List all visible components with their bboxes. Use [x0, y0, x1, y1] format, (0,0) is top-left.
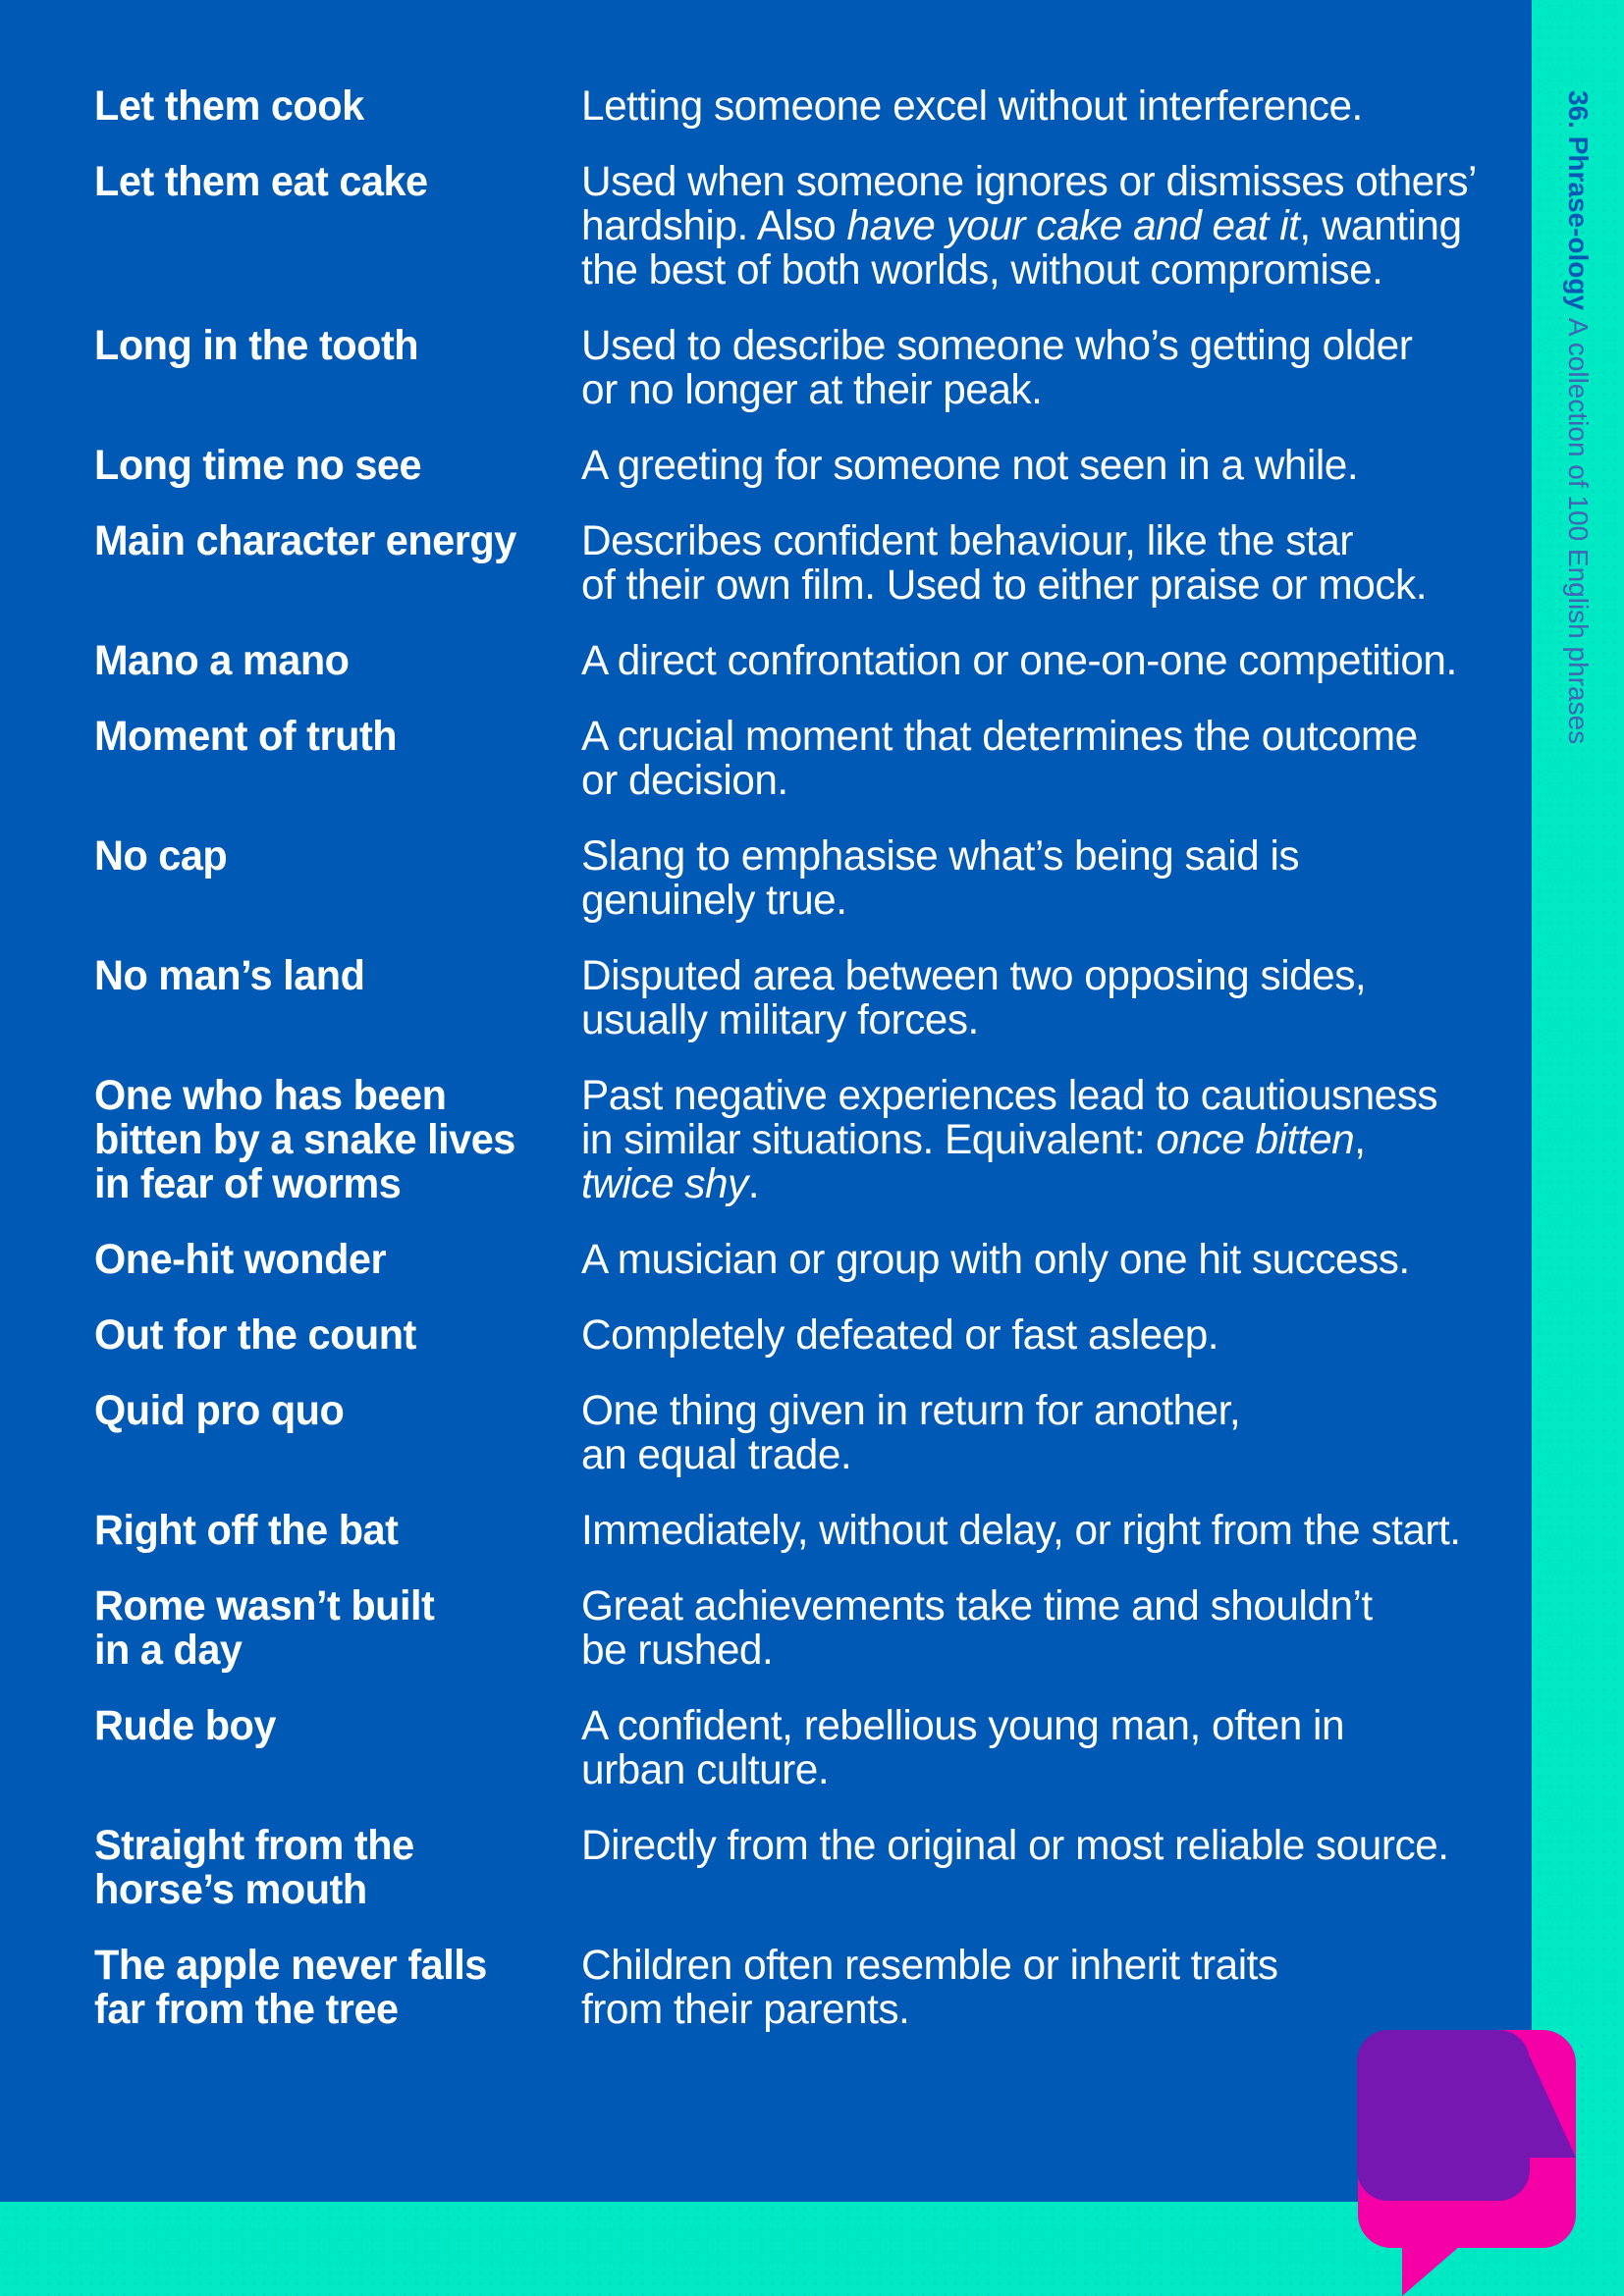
phrase-text: No man’s land — [94, 952, 365, 999]
phrase-entry — [94, 1944, 1498, 2032]
phrase-definition — [581, 1389, 1498, 1477]
definition-text: Disputed area between two opposing sides, — [581, 952, 1367, 999]
phrase-definition — [581, 1074, 1498, 1206]
phrase-term — [94, 1389, 581, 1477]
phrase-definition — [581, 84, 1498, 129]
phrase-entry — [94, 160, 1498, 293]
phrase-definition — [581, 519, 1498, 608]
phrase-text: Moment of truth — [94, 713, 398, 760]
phrase-entry — [94, 1824, 1498, 1912]
phrase-text: Straight from the — [94, 1822, 414, 1869]
phrase-text: Let them cook — [94, 82, 364, 130]
phrase-term — [94, 954, 581, 1042]
phrase-entry — [94, 1509, 1498, 1553]
definition-text: an equal trade. — [581, 1431, 852, 1478]
definition-text: of their own film. Used to either praise or mock. — [581, 561, 1427, 609]
definition-text: Used when someone ignores or dismisses others’ — [581, 158, 1477, 205]
phrase-definition — [581, 954, 1498, 1042]
phrase-list — [94, 84, 1498, 2032]
speech-bubbles-logo — [1355, 2028, 1583, 2296]
phrase-definition — [581, 1509, 1498, 1553]
phrase-term — [94, 639, 581, 683]
definition-text: from their parents. — [581, 1986, 910, 2033]
phrase-text: in a day — [94, 1627, 243, 1674]
definition-text: or no longer at their peak. — [581, 366, 1043, 413]
phrase-definition — [581, 834, 1498, 923]
phrase-text: Rome wasn’t built — [94, 1582, 435, 1629]
phrase-entry — [94, 639, 1498, 683]
phrase-entry — [94, 1313, 1498, 1358]
definition-text: Letting someone excel without interference. — [581, 82, 1363, 130]
definition-text: twice shy. — [581, 1160, 760, 1207]
definition-text: Great achievements take time and shouldn’t — [581, 1582, 1373, 1629]
definition-text: A crucial moment that determines the outcome — [581, 713, 1418, 760]
definition-text: usually military forces. — [581, 996, 979, 1043]
phrase-term — [94, 1824, 581, 1912]
phrase-text: One who has been — [94, 1072, 447, 1119]
definition-text: Completely defeated or fast asleep. — [581, 1311, 1219, 1359]
definition-text: the best of both worlds, without compromise. — [581, 246, 1383, 294]
phrase-entry — [94, 1584, 1498, 1673]
phrase-text: Long in the tooth — [94, 322, 419, 369]
phrase-definition — [581, 1824, 1498, 1912]
phrase-definition — [581, 715, 1498, 803]
definition-text: A direct confrontation or one-on-one competition. — [581, 637, 1457, 684]
phrase-text: No cap — [94, 832, 228, 880]
phrase-text: Mano a mano — [94, 637, 350, 684]
phrase-entry — [94, 1074, 1498, 1206]
definition-text: One thing given in return for another, — [581, 1387, 1241, 1434]
sidebar — [1532, 0, 1624, 2296]
phrase-entry — [94, 1704, 1498, 1792]
phrase-text: bitten by a snake lives — [94, 1116, 515, 1163]
phrase-text: far from the tree — [94, 1986, 399, 2033]
definition-text: genuinely true. — [581, 877, 847, 924]
phrase-definition — [581, 160, 1498, 293]
definition-text: Used to describe someone who’s getting older — [581, 322, 1413, 369]
phrase-text: Out for the count — [94, 1311, 416, 1359]
definition-text: A confident, rebellious young man, often in — [581, 1702, 1345, 1749]
phrase-entry — [94, 954, 1498, 1042]
definition-text: urban culture. — [581, 1746, 830, 1793]
phrase-definition — [581, 1584, 1498, 1673]
page-number-title: 36. Phrase-ology — [1563, 90, 1594, 311]
definition-text: in similar situations. Equivalent: once bitten, — [581, 1116, 1366, 1163]
phrase-term — [94, 444, 581, 488]
phrase-term — [94, 834, 581, 923]
definition-text: Children often resemble or inherit traits — [581, 1942, 1278, 1989]
phrase-entry — [94, 1389, 1498, 1477]
phrase-text: Long time no see — [94, 442, 422, 489]
phrase-definition — [581, 1704, 1498, 1792]
definition-text: Immediately, without delay, or right from the start. — [581, 1507, 1461, 1554]
phrase-text: in fear of worms — [94, 1160, 402, 1207]
phrase-entry — [94, 84, 1498, 129]
definition-text: A musician or group with only one hit success. — [581, 1236, 1410, 1283]
phrase-term — [94, 1509, 581, 1553]
phrase-definition — [581, 324, 1498, 412]
phrase-text: Rude boy — [94, 1702, 276, 1749]
phrase-text: Quid pro quo — [94, 1387, 345, 1434]
phrase-term — [94, 1584, 581, 1673]
phrase-entry — [94, 1238, 1498, 1282]
phrase-term — [94, 1944, 581, 2032]
phrase-text: Right off the bat — [94, 1507, 399, 1554]
definition-text: A greeting for someone not seen in a while. — [581, 442, 1359, 489]
phrase-definition — [581, 639, 1498, 683]
phrase-term — [94, 1313, 581, 1358]
definition-text: Slang to emphasise what’s being said is — [581, 832, 1300, 880]
phrase-term — [94, 160, 581, 293]
phrase-text: The apple never falls — [94, 1942, 487, 1989]
phrase-text: Main character energy — [94, 517, 516, 564]
phrase-definition — [581, 444, 1498, 488]
phrase-definition — [581, 1313, 1498, 1358]
phrase-entry — [94, 715, 1498, 803]
definition-text: Past negative experiences lead to cautiousness — [581, 1072, 1438, 1119]
definition-text: hardship. Also have your cake and eat it, wanting — [581, 202, 1462, 249]
definition-text: or decision. — [581, 757, 788, 804]
phrase-entry — [94, 444, 1498, 488]
definition-text: be rushed. — [581, 1627, 774, 1674]
phrase-term — [94, 324, 581, 412]
definition-text: Directly from the original or most reliable source. — [581, 1822, 1449, 1869]
phrase-definition — [581, 1238, 1498, 1282]
running-title — [1564, 90, 1592, 744]
phrase-term — [94, 1238, 581, 1282]
phrase-text: One-hit wonder — [94, 1236, 387, 1283]
phrase-term — [94, 1704, 581, 1792]
phrase-term — [94, 1074, 581, 1206]
phrase-text: Let them eat cake — [94, 158, 428, 205]
phrase-entry — [94, 324, 1498, 412]
phrase-term — [94, 84, 581, 129]
definition-text: Describes confident behaviour, like the star — [581, 517, 1353, 564]
phrase-entry — [94, 519, 1498, 608]
collection-subtitle: A collection of 100 English phrases — [1563, 317, 1594, 745]
phrase-term — [94, 715, 581, 803]
phrase-entry — [94, 834, 1498, 923]
phrase-text: horse’s mouth — [94, 1866, 367, 1913]
phrase-definition — [581, 1944, 1498, 2032]
phrase-term — [94, 519, 581, 608]
